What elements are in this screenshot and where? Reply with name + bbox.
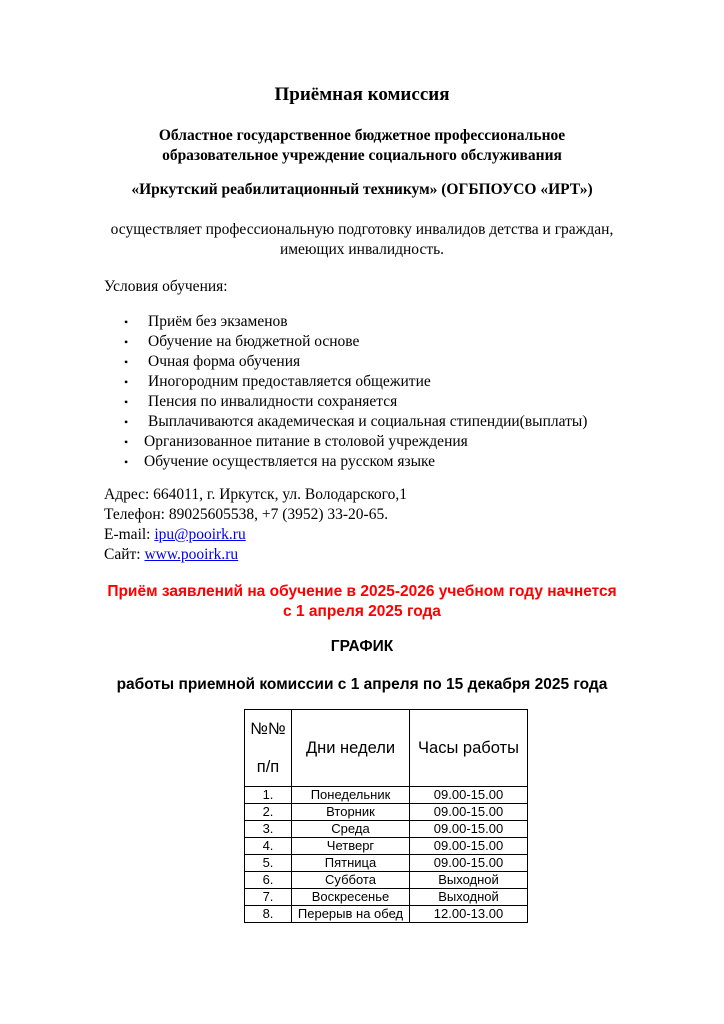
site-label: Сайт: [104,546,145,563]
list-item: • Приём без экзаменов [124,313,288,330]
bullet-icon: • [124,355,129,369]
notice-line-1: Приём заявлений на обучение в 2025-2026 учебном году начнется [107,583,617,600]
schedule-table [244,709,528,923]
table-row: 2. Вторник 09.00-15.00 [245,804,528,821]
header-days: Дни недели [292,710,410,787]
notice-line-2: с 1 апреля 2025 года [283,603,441,620]
email-line [104,525,246,545]
table-row: 7. Воскресенье Выходной [245,889,528,906]
header-number: №№ п/п [245,710,292,787]
list-item: • Выплачиваются академическая и социальная стипендии(выплаты) [124,413,588,430]
header-hours: Часы работы [410,710,528,787]
organization-name: «Иркутский реабилитационный техникум» (ОГБПОУСО «ИРТ») [131,181,593,198]
table-row: 4. Четверг 09.00-15.00 [245,838,528,855]
description-line-1: осуществляет профессиональную подготовку инвалидов детства и граждан, [110,221,614,238]
organization-type-line-2: образовательное учреждение социального обслуживания [162,147,562,164]
table-row: 6. Суббота Выходной [245,872,528,889]
schedule-subheading: работы приемной комиссии с 1 апреля по 15 декабря 2025 года [116,676,608,693]
list-item: • Обучение осуществляется на русском языке [124,453,436,470]
list-item: • Очная форма обучения [124,353,301,370]
phone-text: Телефон: 89025605538, +7 (3952) 33-20-65. [104,506,389,523]
table-row: 5. Пятница 09.00-15.00 [245,855,528,872]
bullet-icon: • [124,415,129,429]
bullet-icon: • [124,455,129,469]
page-title: Приёмная комиссия [274,84,450,105]
list-item: • Обучение на бюджетной основе [124,333,360,350]
address-text: Адрес: 664011, г. Иркутск, ул. Володарского,1 [104,486,408,503]
organization-type-line-1: Областное государственное бюджетное профессиональное [158,127,566,144]
table-row: 3. Среда 09.00-15.00 [245,821,528,838]
list-item: • Иногородним предоставляется общежитие [124,373,431,390]
bullet-icon: • [124,435,129,449]
bullet-icon: • [124,335,129,349]
bullet-icon: • [124,395,129,409]
site-link[interactable]: www.pooirk.ru [144,546,239,563]
list-item: • Организованное питание в столовой учреждения [124,433,468,450]
schedule-heading: ГРАФИК [330,638,394,655]
description-line-2: имеющих инвалидность. [279,241,445,258]
email-link[interactable]: ipu@pooirk.ru [154,526,246,543]
table-row: 1. Понедельник 09.00-15.00 [245,787,528,804]
conditions-list [104,312,587,472]
site-line [104,545,238,565]
bullet-icon: • [124,375,129,389]
bullet-icon: • [124,315,129,329]
conditions-heading: Условия обучения: [104,278,228,295]
email-label: E-mail: [104,526,155,543]
list-item: • Пенсия по инвалидности сохраняется [124,393,398,410]
table-header-row [245,710,528,787]
table-row: 8. Перерыв на обед 12.00-13.00 [245,906,528,923]
